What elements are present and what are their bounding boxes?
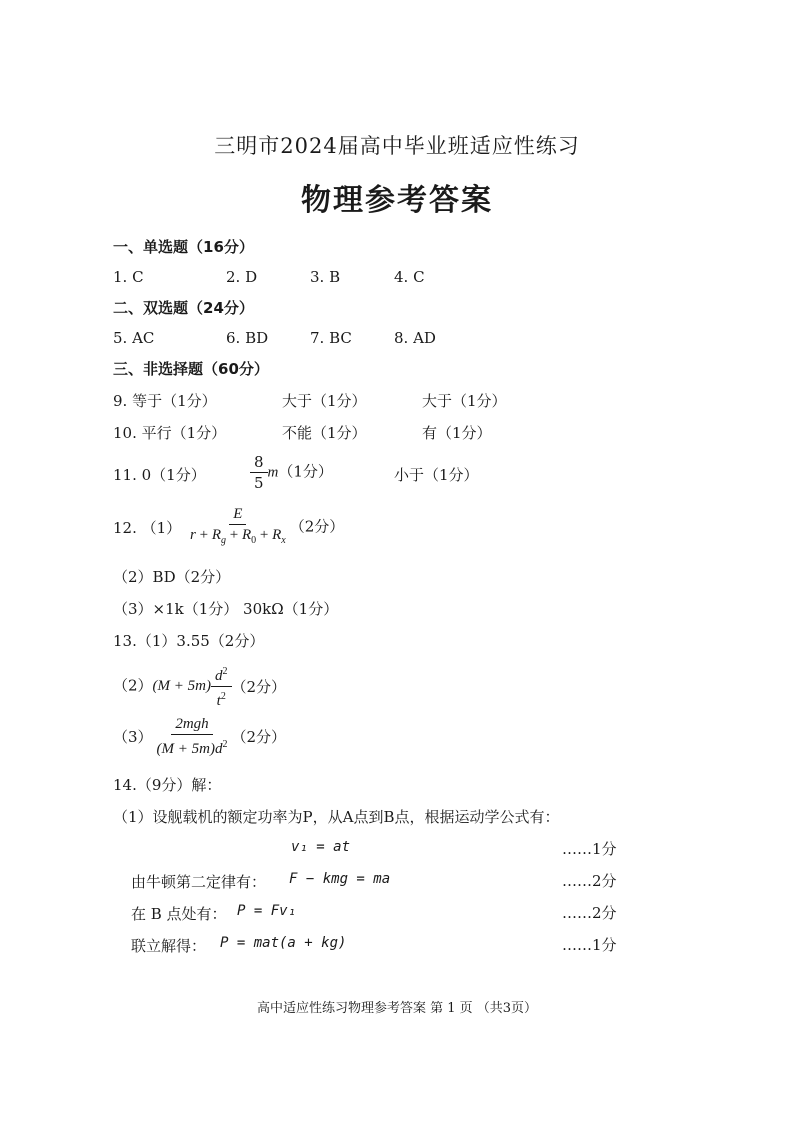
answer-q11-a: 11. 0（1分） [113, 466, 206, 484]
answer-q11-b [250, 453, 333, 492]
fraction-denominator: $t^2$ [216, 691, 226, 709]
answer-q12-part2: （2）BD（2分） [113, 568, 231, 586]
equation-line-3: P = Fv₁ [237, 903, 297, 919]
answer-q10-a: 10. 平行（1分） [113, 424, 227, 442]
page-footer: 高中适应性练习物理参考答案 第 1 页 （共3页） [256, 1001, 538, 1016]
equation-prefix-line-3: 在 B 点处有： [131, 905, 227, 923]
fraction-energy [153, 715, 232, 758]
fraction-d2-t2 [211, 663, 232, 710]
equation-prefix-line-4: 联立解得： [131, 937, 207, 955]
points-label: （2分） [289, 517, 345, 536]
answer-q13-part2: （2）(M + 5m) $\frac{d^2}{t^2}$ （2分） [113, 663, 286, 710]
section-heading-non-choice: 三、非选择题（60分） [113, 360, 269, 378]
answer-q14-intro: （1）设舰载机的额定功率为P，从A点到B点，根据运动学公式有： [113, 808, 560, 826]
document-subtitle: 物理参考答案 [301, 183, 493, 218]
answer-q8: 8. AD [394, 329, 436, 347]
formula-numerator: E [229, 505, 246, 525]
answer-q3: 3. B [310, 268, 341, 286]
fraction-denominator: $(M + 5m)d^2$ [156, 739, 228, 757]
equation-prefix-line-2: 由牛顿第二定律有： [131, 873, 267, 891]
answer-q12-formula [186, 505, 344, 550]
formula-fraction [186, 505, 290, 550]
fraction-denominator: 5 [254, 474, 264, 492]
points-label: （2分） [231, 728, 287, 746]
answer-q13-part1: 13.（1）3.55（2分） [113, 632, 265, 650]
document-title: 三明市2024届高中毕业班适应性练习 [214, 134, 580, 158]
equation-line-1: v₁ = at [291, 839, 351, 855]
fraction-numerator: 2mgh [171, 715, 212, 735]
answer-q13-part3: （3） $\frac{\text{2mgh}}{(M + 5m)d^2}$ （2分） [113, 716, 287, 757]
answer-q12-part3: （3）×1k（1分） 30kΩ（1分） [113, 600, 339, 618]
answer-q5: 5. AC [113, 329, 155, 347]
section-heading-double-choice: 二、双选题（24分） [113, 299, 254, 317]
formula-denominator: $r + R_g + R_0 + R_x$ [190, 527, 286, 546]
equation-line-2: F − kmg = ma [289, 871, 391, 887]
answer-q6: 6. BD [226, 329, 269, 347]
points-line-2: ……2分 [562, 872, 617, 890]
answer-q12-label: 12. （1） [113, 519, 182, 537]
answer-q7: 7. BC [310, 329, 352, 347]
answer-q10-b: 不能（1分） [282, 424, 367, 442]
fraction-8-5 [250, 453, 268, 492]
answer-q9-a: 9. 等于（1分） [113, 392, 217, 410]
expr-mass: (M + 5m) [152, 678, 211, 694]
section-heading-single-choice: 一、单选题（16分） [113, 238, 254, 256]
variable-m: m [267, 464, 279, 481]
points-label: （1分） [278, 462, 333, 481]
answer-q9-b: 大于（1分） [282, 392, 367, 410]
fraction-numerator: $d^2$ [211, 663, 232, 687]
answer-q9-c: 大于（1分） [422, 392, 507, 410]
points-line-4: ……1分 [562, 936, 617, 954]
fraction-numerator: 8 [250, 453, 268, 473]
answer-q14-heading: 14.（9分）解： [113, 776, 222, 794]
equation-line-4: P = mat(a + kg) [220, 935, 347, 951]
answer-q11-c: 小于（1分） [394, 466, 479, 484]
answer-q2: 2. D [226, 268, 258, 286]
answer-q4: 4. C [394, 268, 425, 286]
answer-q1: 1. C [113, 268, 144, 286]
points-line-1: ……1分 [562, 840, 617, 858]
points-label: （2分） [231, 678, 287, 696]
points-line-3: ……2分 [562, 904, 617, 922]
answer-q10-c: 有（1分） [422, 424, 492, 442]
